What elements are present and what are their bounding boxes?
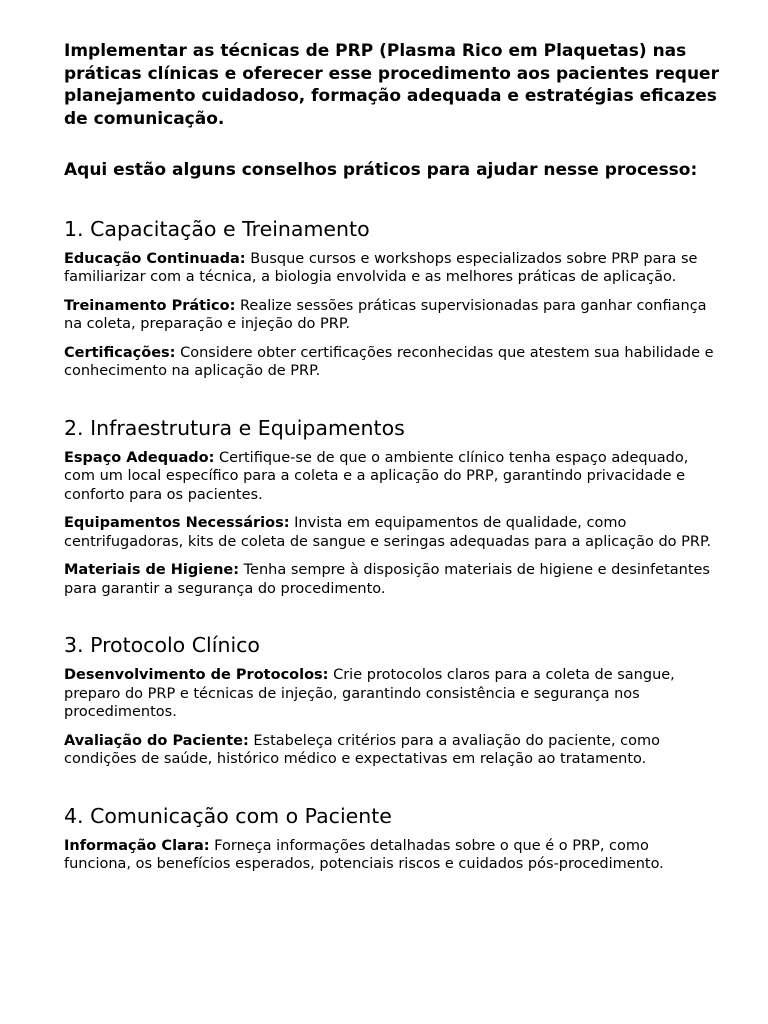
section-protocol <box>64 632 720 769</box>
section-training <box>64 216 720 381</box>
item-term: Equipamentos Necessários: <box>64 515 290 531</box>
list-item <box>64 449 720 505</box>
list-item <box>64 250 720 287</box>
section-communication <box>64 803 720 874</box>
item-term: Certificações: <box>64 344 176 361</box>
item-term: Materiais de Higiene: <box>64 562 240 578</box>
item-term: Avaliação do Paciente: <box>64 732 249 749</box>
item-text: Considere obter certificações reconhecidas que atestem sua habilidade e conhecimento na aplicação de PRP. <box>64 344 714 379</box>
section-heading: 4. Comunicação com o Paciente <box>64 803 392 828</box>
item-term: Treinamento Prático: <box>64 297 236 314</box>
section-heading: 2. Infraestrutura e Equipamentos <box>64 415 405 440</box>
section-heading: 3. Protocolo Clínico <box>64 633 260 657</box>
item-term: Educação Continuada: <box>64 250 246 267</box>
list-item <box>64 666 720 722</box>
section-infrastructure <box>64 415 720 599</box>
item-term: Informação Clara: <box>64 837 210 854</box>
item-text: Certifique-se de que o ambiente clínico tenha espaço adequado, com um local específico para a coleta e a aplicação do PRP, garantindo privacidade e conforto para os pacientes. <box>64 449 689 503</box>
intro-lead-paragraph: Aqui estão alguns conselhos práticos para ajudar nesse processo: <box>64 160 698 180</box>
item-text: Crie protocolos claros para a coleta de sangue, preparo do PRP e técnicas de injeção, garantindo consistência e segurança nos procedimentos. <box>64 667 675 720</box>
list-item <box>64 732 720 769</box>
intro-paragraph: Implementar as técnicas de PRP (Plasma Rico em Plaquetas) nas práticas clínicas e oferecer esse procedimento aos pacientes requer planejamento cuidadoso, formação adequada e estratégias eficazes de comunicação. <box>64 41 719 129</box>
item-term: Desenvolvimento de Protocolos: <box>64 667 329 683</box>
item-text: Busque cursos e workshops especializados sobre PRP para se familiarizar com a técnica, a biologia envolvida e as melhores práticas de aplicação. <box>64 250 698 285</box>
section-heading: 1. Capacitação e Treinamento <box>64 216 370 241</box>
item-text: Invista em equipamentos de qualidade, como centrifugadoras, kits de coleta de sangue e seringas adequadas para a aplicação do PRP. <box>64 515 712 550</box>
list-item <box>64 837 720 874</box>
item-text: Forneça informações detalhadas sobre o que é o PRP, como funciona, os benefícios esperados, potenciais riscos e cuidados pós-procedimento. <box>64 837 664 872</box>
list-item <box>64 514 720 551</box>
item-text: Tenha sempre à disposição materiais de higiene e desinfetantes para garantir a segurança do procedimento. <box>64 562 710 597</box>
item-text: Estabeleça critérios para a avaliação do paciente, como condições de saúde, histórico médico e expectativas em relação ao tratamento. <box>64 732 661 767</box>
list-item <box>64 297 720 334</box>
item-text: Realize sessões práticas supervisionadas para ganhar confiança na coleta, preparação e injeção do PRP. <box>64 297 707 332</box>
list-item <box>64 344 720 381</box>
list-item <box>64 561 720 598</box>
item-term: Espaço Adequado: <box>64 449 215 466</box>
